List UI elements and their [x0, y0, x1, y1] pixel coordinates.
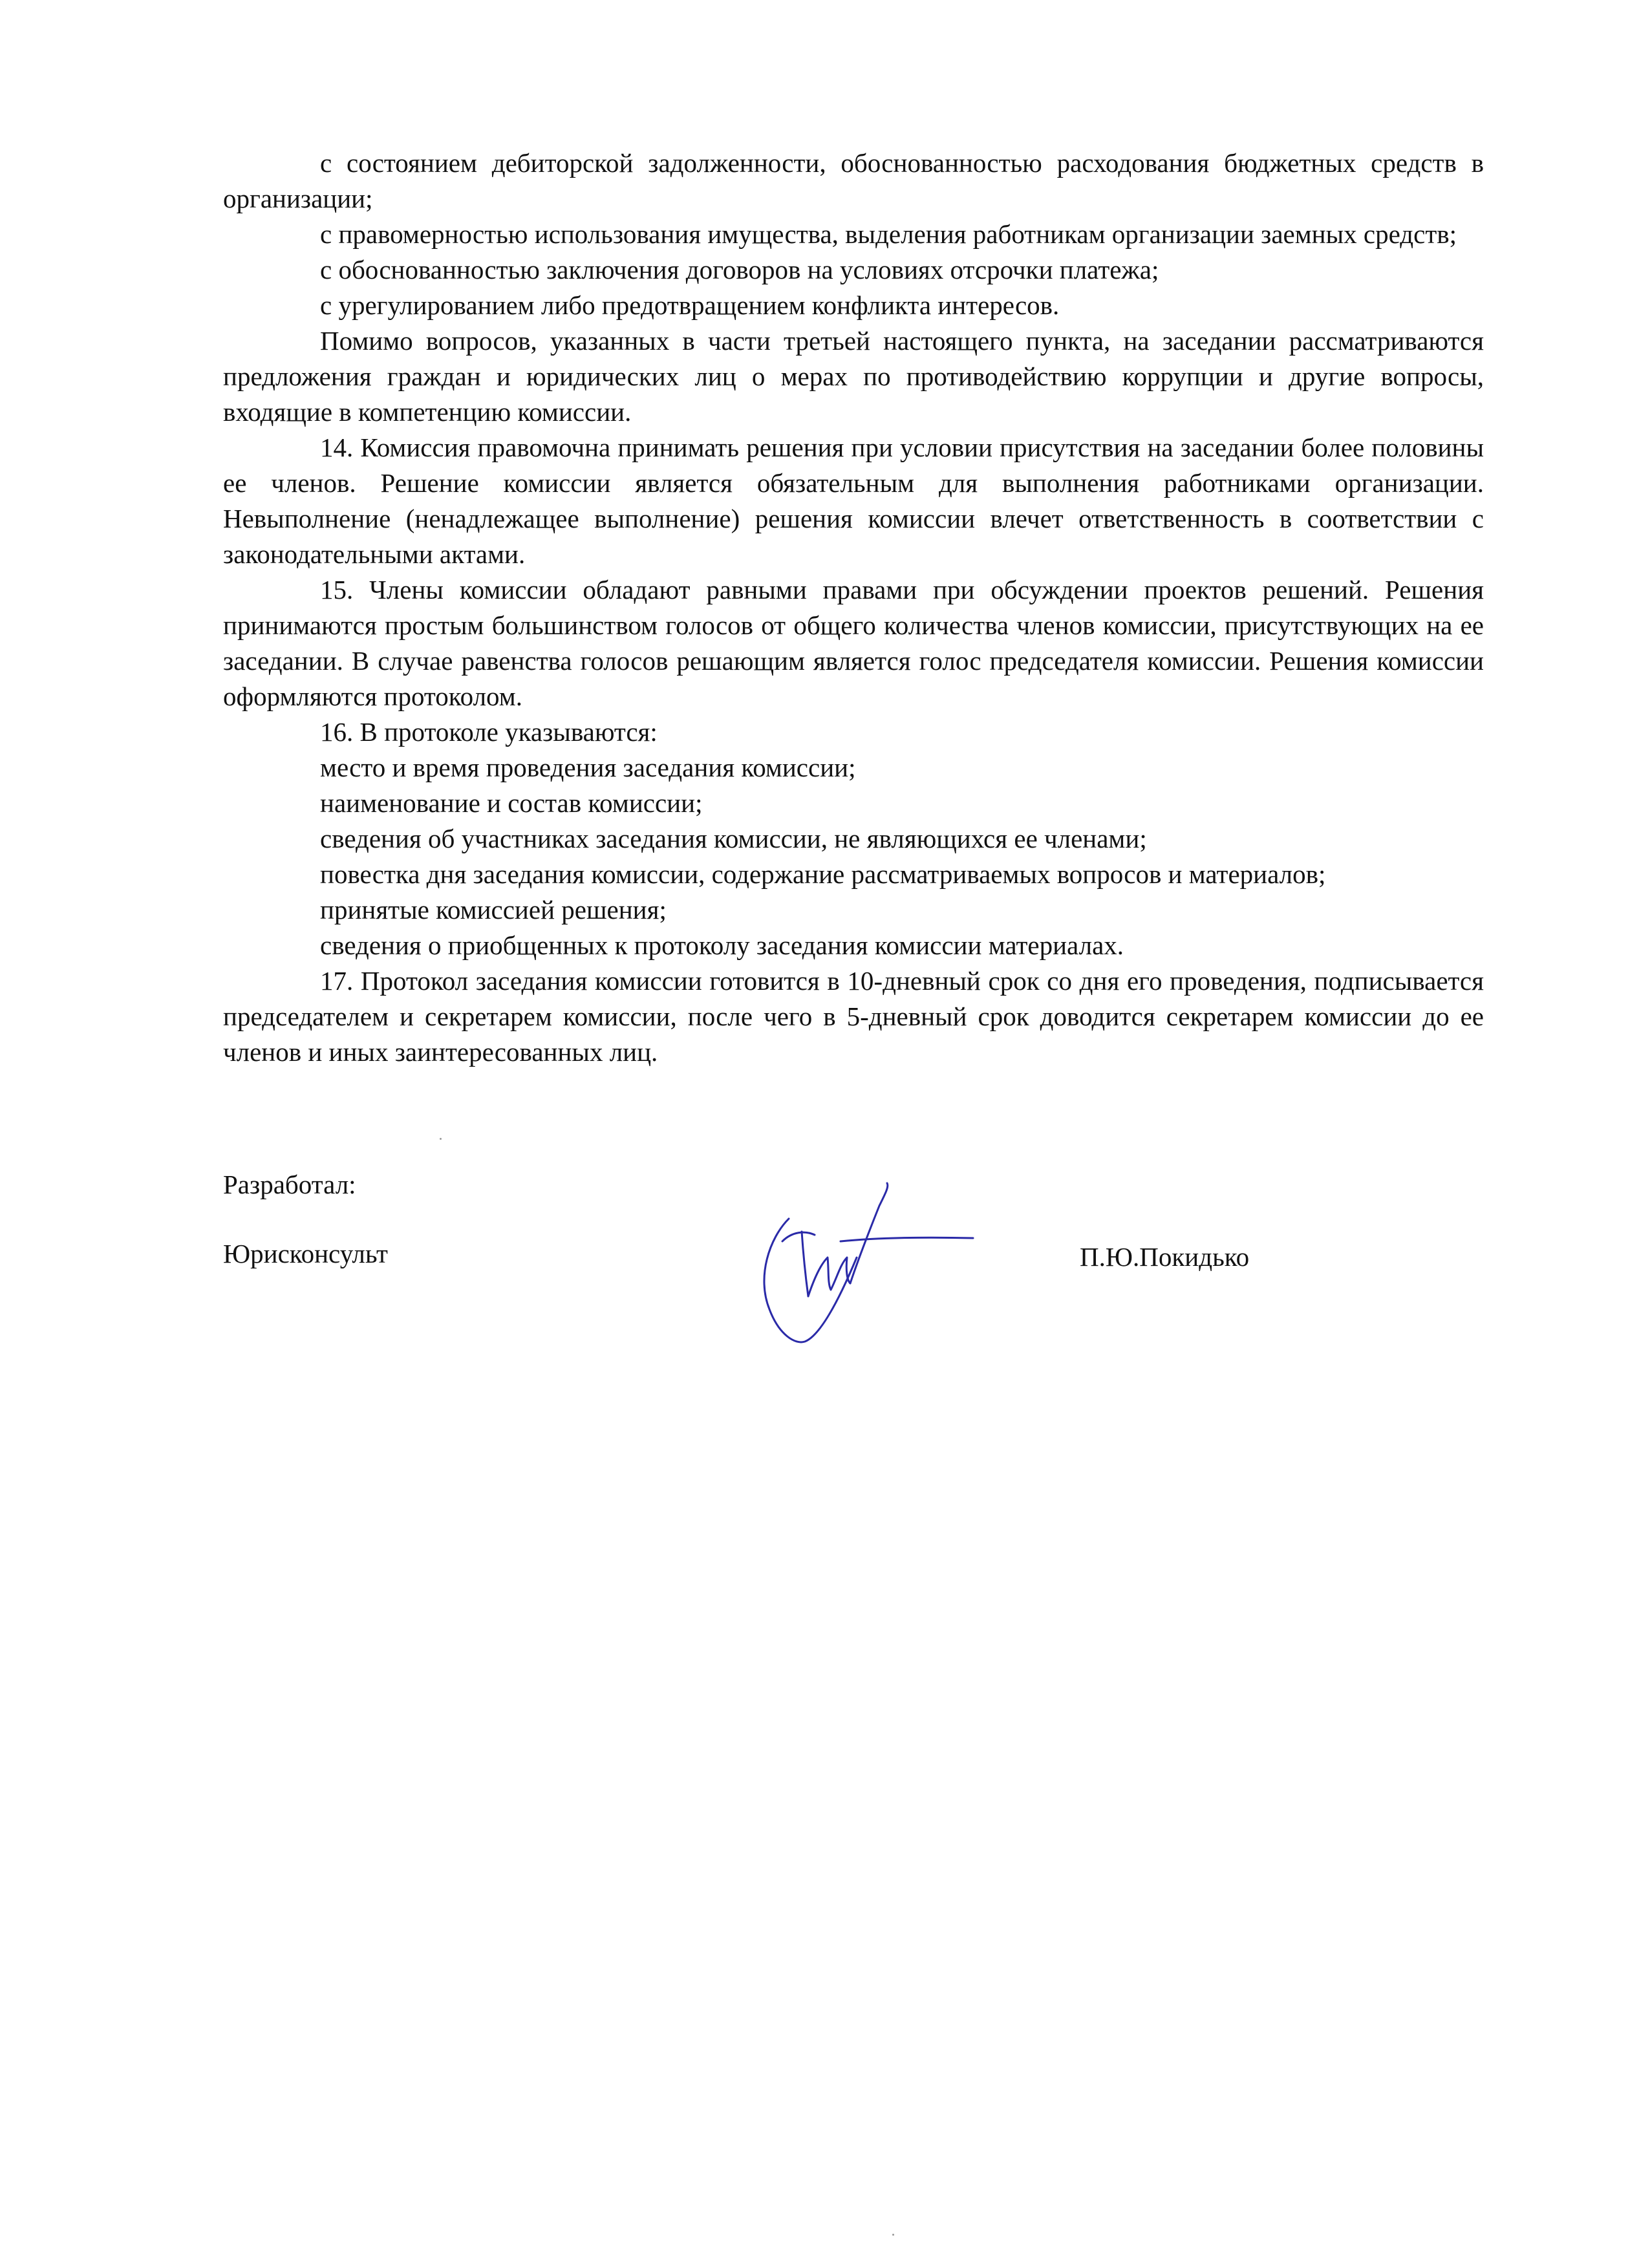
paragraph-15: 15. Члены комиссии обладают равными правами при обсуждении проектов решений. Решения принимаются простым большинством голосов от общего количества членов комиссии, присутствующих на ее заседании. В случае равенства голосов решающим является голос председателя комиссии. Решения комиссии оформляются протоколом.: [223, 575, 1484, 711]
paragraph-other-questions: Помимо вопросов, указанных в части третьей настоящего пункта, на заседании рассматриваются предложения граждан и юридических лиц о мерах по противодействию коррупции и другие вопросы, входящие в компетенцию комиссии.: [223, 326, 1484, 427]
document-body: [223, 145, 1484, 1070]
paragraph-17: 17. Протокол заседания комиссии готовится в 10-дневный срок со дня его проведения, подписывается председателем и секретарем комиссии, после чего в 5-дневный срок доводится секретарем комиссии до ее членов и иных заинтересованных лиц.: [223, 966, 1484, 1067]
paragraph-16: 16. В протоколе указываются:: [320, 717, 658, 747]
signer-name: П.Ю.Покидько: [1080, 1242, 1250, 1272]
protocol-item-name-composition: наименование и состав комиссии;: [320, 788, 703, 818]
protocol-item-agenda: повестка дня заседания комиссии, содержание рассматриваемых вопросов и материалов;: [320, 859, 1326, 889]
protocol-item-participants: сведения об участниках заседания комиссии, не являющихся ее членами;: [320, 824, 1147, 853]
scan-speck: [892, 2234, 894, 2236]
paragraph-deferred-payment: с обоснованностью заключения договоров на условиях отсрочки платежа;: [320, 255, 1159, 284]
developed-label: Разработал:: [223, 1170, 356, 1199]
scan-speck: [440, 1138, 442, 1140]
protocol-item-materials: сведения о приобщенных к протоколу заседания комиссии материалах.: [320, 930, 1124, 960]
paragraph-receivables: с состоянием дебиторской задолженности, обоснованностью расходования бюджетных средств в организации;: [223, 148, 1484, 213]
paragraph-conflict-of-interest: с урегулированием либо предотвращением конфликта интересов.: [320, 290, 1060, 320]
signer-position: Юрисконсульт: [223, 1239, 388, 1268]
handwritten-signature: [744, 1180, 976, 1354]
paragraph-property-use: с правомерностью использования имущества, выделения работникам организации заемных средств;: [320, 219, 1457, 249]
protocol-item-place-time: место и время проведения заседания комиссии;: [320, 753, 856, 782]
paragraph-14: 14. Комиссия правомочна принимать решения при условии присутствия на заседании более половины ее членов. Решение комиссии является обязательным для выполнения работниками организации. Невыполнение (ненадлежащее выполнение) решения комиссии влечет ответственность в соответствии с законодательными актами.: [223, 433, 1484, 569]
protocol-item-decisions: принятые комиссией решения;: [320, 895, 667, 925]
